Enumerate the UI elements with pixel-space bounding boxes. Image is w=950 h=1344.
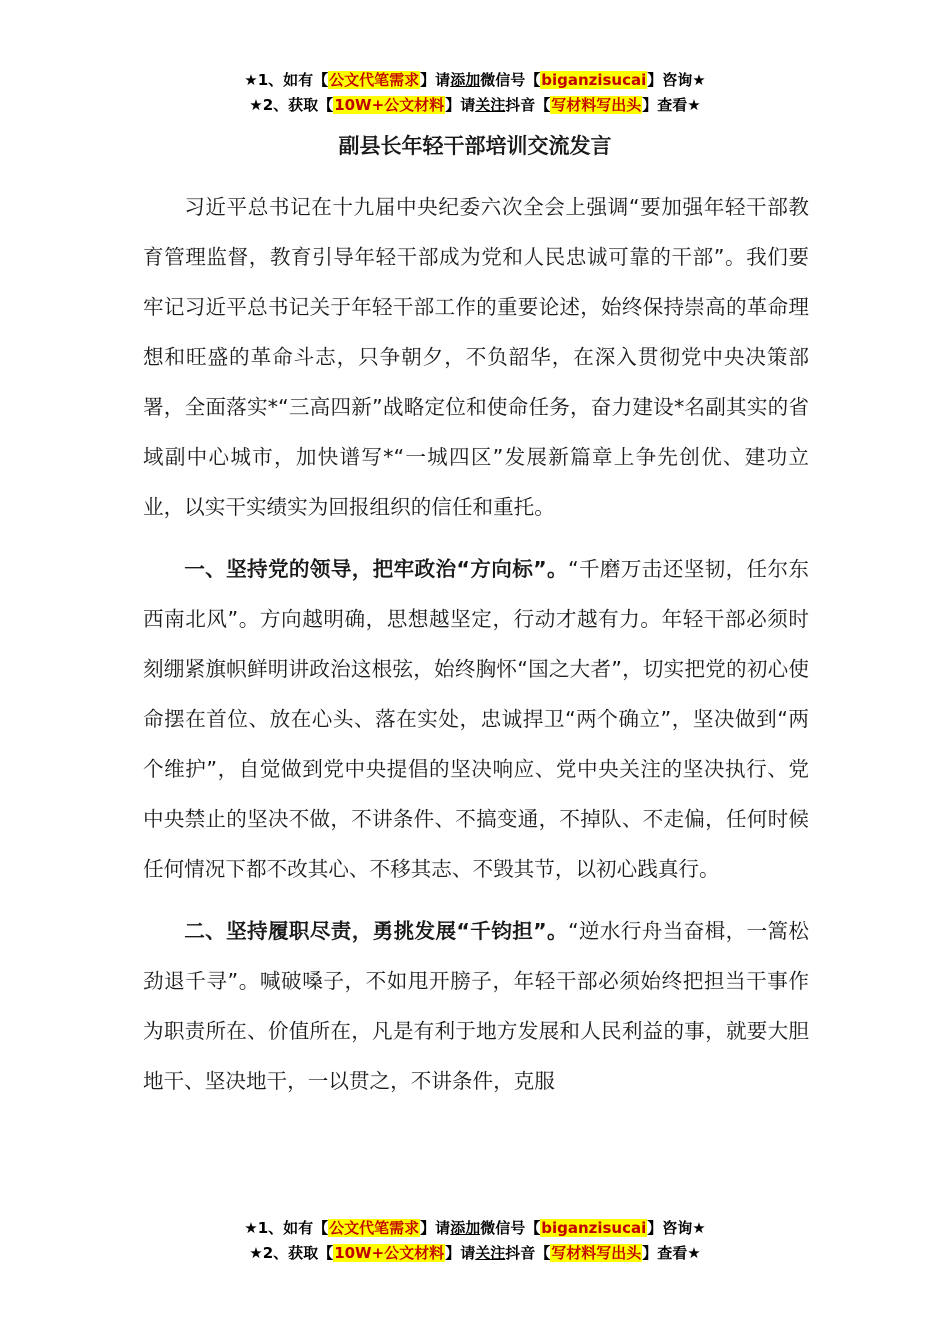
promo-line-1: [0, 1216, 950, 1241]
promo-text: ★1、如有【: [244, 1219, 329, 1237]
section-2-paragraph: [143, 906, 809, 1106]
promo-text: 】查看★: [642, 96, 701, 114]
promo-text: 微信号【: [480, 1219, 541, 1237]
promo-text: 】请: [420, 71, 451, 89]
promo-line-1: [0, 68, 950, 93]
promo-text: 】请: [445, 1244, 476, 1262]
promo-underline: 添加: [450, 1219, 481, 1237]
section-1-body: “千磨万击还坚韧，任尔东西南北风”。方向越明确，思想越坚定，行动才越有力。年轻干部必须时刻绷紧旗帜鲜明讲政治这根弦，始终胸怀“国之大者”，切实把党的初心使命摆在首位、放在心头、落在实处，忠诚捍卫“两个确立”，坚决做到“两个维护”，自觉做到党中央提倡的坚决响应、党中央关注的坚决执行、党中央禁止的坚决不做，不讲条件、不搞变通，不掉队、不走偏，任何时候任何情况下都不改其心、不移其志、不毁其节，以初心践真行。: [143, 557, 809, 881]
promo-highlight: 公文代笔需求: [329, 71, 420, 89]
promo-text: 抖音【: [505, 1244, 551, 1262]
promo-wechat-id: biganzisucai: [541, 1219, 647, 1237]
promo-highlight: 10W+公文材料: [334, 96, 445, 114]
promo-text: ★2、获取【: [249, 1244, 334, 1262]
promo-underline: 关注: [475, 96, 506, 114]
promo-douyin-id: 写材料写出头: [551, 1244, 642, 1262]
promo-text: 】请: [420, 1219, 451, 1237]
promo-text: 微信号【: [480, 71, 541, 89]
section-2-body: “逆水行舟当奋楫，一篙松劲退千寻”。喊破嗓子，不如甩开膀子，年轻干部必须始终把担当干事作为职责所在、价值所在，凡是有利于地方发展和人民利益的事，就要大胆地干、坚决地干，一以贯之，不讲条件，克服: [143, 919, 809, 1093]
promo-line-2: [0, 93, 950, 118]
promo-text: ★2、获取【: [249, 96, 334, 114]
promo-text: 】咨询★: [647, 1219, 706, 1237]
promo-line-2: [0, 1241, 950, 1266]
promo-text: 】请: [445, 96, 476, 114]
promo-douyin-id: 写材料写出头: [551, 96, 642, 114]
promo-text: ★1、如有【: [244, 71, 329, 89]
section-1-paragraph: [143, 544, 809, 894]
section-2-heading: 二、坚持履职尽责，勇挑发展“千钧担”。: [184, 919, 568, 943]
header-promo-banner: [0, 68, 950, 118]
footer-promo-banner: [0, 1216, 950, 1266]
promo-text: 抖音【: [505, 96, 551, 114]
promo-highlight: 公文代笔需求: [329, 1219, 420, 1237]
section-1-heading: 一、坚持党的领导，把牢政治“方向标”。: [184, 557, 568, 581]
document-title: 副县长年轻干部培训交流发言: [338, 134, 612, 158]
document-body: [143, 182, 809, 1118]
promo-underline: 添加: [450, 71, 481, 89]
intro-paragraph: 习近平总书记在十九届中央纪委六次全会上强调“要加强年轻干部教育管理监督，教育引导年轻干部成为党和人民忠诚可靠的干部”。我们要牢记习近平总书记关于年轻干部工作的重要论述，始终保持崇高的革命理想和旺盛的革命斗志，只争朝夕，不负韶华，在深入贯彻党中央决策部署，全面落实*“三高四新”战略定位和使命任务，奋力建设*名副其实的省域副中心城市，加快谱写*“一城四区”发展新篇章上争先创优、建功立业，以实干实绩实为回报组织的信任和重托。: [143, 195, 809, 519]
promo-text: 】查看★: [642, 1244, 701, 1262]
promo-text: 】咨询★: [647, 71, 706, 89]
promo-highlight: 10W+公文材料: [334, 1244, 445, 1262]
promo-underline: 关注: [475, 1244, 506, 1262]
promo-wechat-id: biganzisucai: [541, 71, 647, 89]
